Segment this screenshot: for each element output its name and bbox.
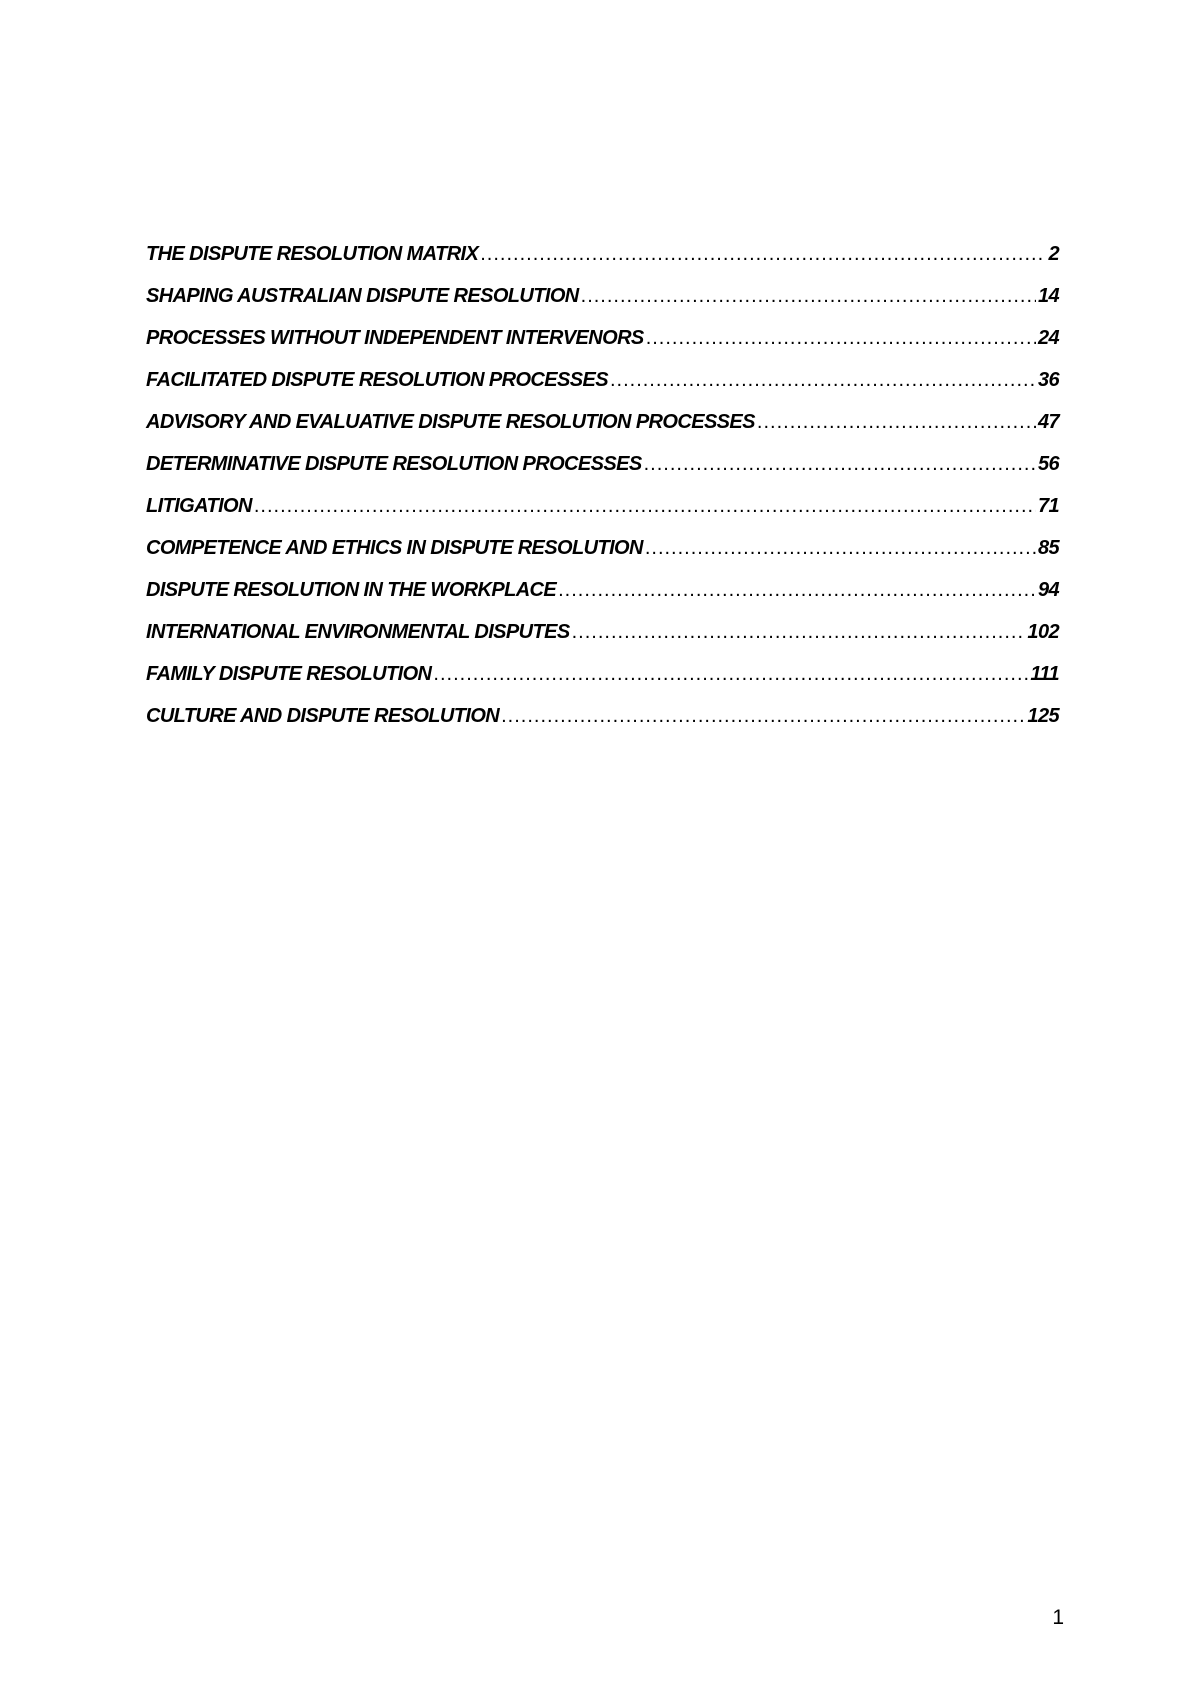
toc-entry-title: LITIGATION — [146, 495, 252, 517]
toc-dot-leader — [610, 369, 1036, 392]
toc-entry-page: 94 — [1037, 579, 1059, 601]
toc-entry[interactable] — [146, 285, 1059, 327]
toc-entry-title: ADVISORY AND EVALUATIVE DISPUTE RESOLUTION PROCESSES — [146, 411, 755, 433]
table-of-contents — [146, 243, 1059, 747]
toc-entry[interactable] — [146, 369, 1059, 411]
toc-entry-title: INTERNATIONAL ENVIRONMENTAL DISPUTES — [146, 621, 570, 643]
toc-entry[interactable] — [146, 327, 1059, 369]
toc-dot-leader — [581, 285, 1036, 308]
toc-entry-title: DETERMINATIVE DISPUTE RESOLUTION PROCESSES — [146, 453, 642, 475]
toc-dot-leader — [646, 327, 1036, 350]
toc-entry-title: PROCESSES WITHOUT INDEPENDENT INTERVENORS — [146, 327, 644, 349]
toc-entry[interactable] — [146, 537, 1059, 579]
toc-entry-page: 111 — [1030, 663, 1059, 685]
toc-entry-title: DISPUTE RESOLUTION IN THE WORKPLACE — [146, 579, 557, 601]
toc-entry[interactable] — [146, 705, 1059, 747]
toc-entry-title: FAMILY DISPUTE RESOLUTION — [146, 663, 432, 685]
toc-dot-leader — [572, 621, 1026, 644]
toc-entry-title: CULTURE AND DISPUTE RESOLUTION — [146, 705, 500, 727]
toc-dot-leader — [254, 495, 1036, 518]
toc-dot-leader — [644, 453, 1036, 476]
page-number: 1 — [1052, 1606, 1064, 1629]
toc-entry[interactable] — [146, 453, 1059, 495]
toc-entry-page: 2 — [1048, 243, 1059, 265]
toc-entry-page: 47 — [1037, 411, 1059, 433]
toc-dot-leader — [757, 411, 1036, 434]
toc-entry-title: COMPETENCE AND ETHICS IN DISPUTE RESOLUTION — [146, 537, 643, 559]
toc-entry-page: 102 — [1027, 621, 1059, 643]
toc-entry[interactable] — [146, 579, 1059, 621]
toc-entry-page: 36 — [1037, 369, 1059, 391]
toc-dot-leader — [501, 705, 1025, 728]
toc-dot-leader — [433, 663, 1028, 686]
toc-entry-title: FACILITATED DISPUTE RESOLUTION PROCESSES — [146, 369, 608, 391]
toc-entry-page: 85 — [1037, 537, 1059, 559]
toc-entry[interactable] — [146, 663, 1059, 705]
toc-entry-page: 125 — [1027, 705, 1059, 727]
toc-entry-page: 14 — [1037, 285, 1059, 307]
toc-entry[interactable] — [146, 621, 1059, 663]
toc-entry[interactable] — [146, 243, 1059, 285]
toc-entry[interactable] — [146, 411, 1059, 453]
toc-dot-leader — [480, 243, 1045, 266]
toc-dot-leader — [558, 579, 1036, 602]
toc-entry-page: 56 — [1037, 453, 1059, 475]
toc-dot-leader — [645, 537, 1036, 560]
toc-entry[interactable] — [146, 495, 1059, 537]
toc-entry-page: 71 — [1037, 495, 1059, 517]
toc-entry-title: SHAPING AUSTRALIAN DISPUTE RESOLUTION — [146, 285, 579, 307]
toc-entry-page: 24 — [1037, 327, 1059, 349]
toc-entry-title: THE DISPUTE RESOLUTION MATRIX — [146, 243, 479, 265]
